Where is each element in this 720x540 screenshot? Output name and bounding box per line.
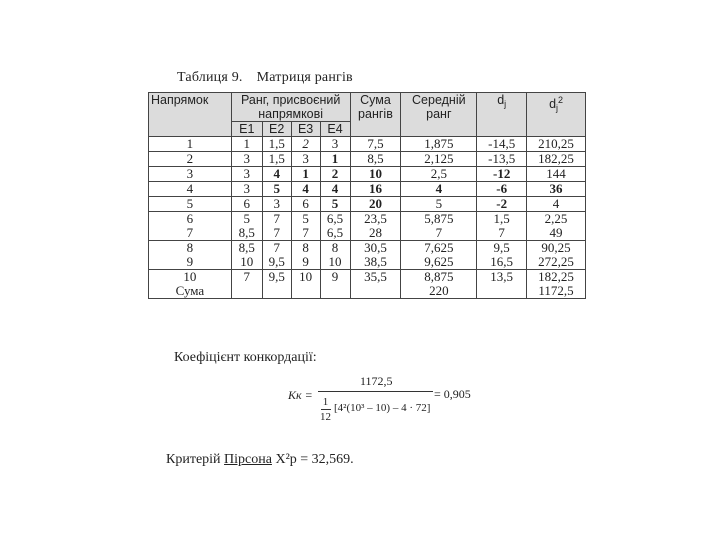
table-row bbox=[149, 255, 586, 270]
table-cell: 28 bbox=[350, 226, 401, 241]
concordance-label: Коефіцієнт конкордації: bbox=[174, 350, 317, 365]
table-cell: 7,625 bbox=[401, 241, 477, 256]
table-cell: 9 bbox=[149, 255, 232, 270]
table-cell: 9,5 bbox=[477, 241, 527, 256]
table-cell: -14,5 bbox=[477, 137, 527, 152]
table-row bbox=[149, 226, 586, 241]
table-cell: -2 bbox=[477, 197, 527, 212]
table-cell: 13,5 bbox=[477, 270, 527, 299]
table-cell: 3 bbox=[291, 152, 320, 167]
table-cell: 1,5 bbox=[262, 152, 291, 167]
table-cell: 1 bbox=[149, 137, 232, 152]
table-cell: 7 bbox=[149, 226, 232, 241]
table-cell: 272,25 bbox=[527, 255, 586, 270]
table-row bbox=[149, 167, 586, 182]
header-expert: E4 bbox=[320, 122, 350, 137]
table-cell: 6,5 bbox=[320, 212, 350, 227]
table-cell: 16 bbox=[350, 182, 401, 197]
total-avg: 220 bbox=[429, 283, 449, 298]
table-row bbox=[149, 197, 586, 212]
table-cell: 3 bbox=[231, 152, 262, 167]
table-cell: 5 bbox=[291, 212, 320, 227]
table-cell: 2 bbox=[149, 152, 232, 167]
table-cell: 7 bbox=[262, 226, 291, 241]
table-cell: 3 bbox=[231, 182, 262, 197]
table-cell: 8,5 bbox=[231, 226, 262, 241]
table-cell: 210,25 bbox=[527, 137, 586, 152]
table-cell: 9,5 bbox=[262, 255, 291, 270]
table-row bbox=[149, 212, 586, 227]
table-cell: 9 bbox=[320, 270, 350, 299]
formula-result: = 0,905 bbox=[434, 387, 471, 401]
header-expert: E3 bbox=[291, 122, 320, 137]
table-cell: 10 bbox=[320, 255, 350, 270]
table-cell: 144 bbox=[527, 167, 586, 182]
table-cell: 2,5 bbox=[401, 167, 477, 182]
table-cell: 10 bbox=[291, 270, 320, 299]
table-row-last bbox=[149, 270, 586, 299]
table-cell: 10 bbox=[231, 255, 262, 270]
table-cell: 2 bbox=[291, 137, 320, 152]
formula-denominator: [4²(10³ – 10) – 4 · 72] bbox=[334, 402, 431, 414]
header-avg: Середній ранг bbox=[401, 93, 477, 137]
table-cell: 9 bbox=[291, 255, 320, 270]
pearson-criterion: Критерій Пірсона Х²р = 32,569. bbox=[166, 452, 354, 467]
pearson-name: Пірсона bbox=[224, 452, 272, 467]
table-cell: 7 bbox=[401, 226, 477, 241]
table-cell: 5 bbox=[262, 182, 291, 197]
fraction-bar bbox=[318, 391, 433, 392]
total-d2: 1172,5 bbox=[538, 283, 574, 298]
table-cell: 1,875 bbox=[401, 137, 477, 152]
table-cell: 7 bbox=[231, 270, 262, 299]
table-cell: 5,875 bbox=[401, 212, 477, 227]
table-cell: 4 bbox=[262, 167, 291, 182]
table-cell: 8 bbox=[320, 241, 350, 256]
caption-label: Таблиця 9. bbox=[177, 70, 243, 85]
table-cell: 4 bbox=[291, 182, 320, 197]
table-cell: 30,5 bbox=[350, 241, 401, 256]
table-cell: 4 bbox=[149, 182, 232, 197]
table-cell: 3 bbox=[320, 137, 350, 152]
table-cell: 2,25 bbox=[527, 212, 586, 227]
table-cell: 7 bbox=[477, 226, 527, 241]
concordance-formula bbox=[288, 374, 488, 426]
table-cell: 7 bbox=[291, 226, 320, 241]
table-cell: 6 bbox=[231, 197, 262, 212]
formula-coefficient: 1 12 bbox=[320, 396, 331, 423]
pearson-value: Х²р = 32,569. bbox=[275, 452, 354, 467]
formula-lhs: Kк = bbox=[288, 388, 313, 402]
table-cell: 9,5 bbox=[262, 270, 291, 299]
table-row bbox=[149, 152, 586, 167]
header-expert: E2 bbox=[262, 122, 291, 137]
table-cell: 4 bbox=[401, 182, 477, 197]
rank-matrix-table bbox=[148, 92, 586, 299]
table-cell: 8 bbox=[291, 241, 320, 256]
header-rank: Ранг, присвоєний напрямкові bbox=[231, 93, 350, 122]
table-cell: 1,5 bbox=[262, 137, 291, 152]
table-cell: 38,5 bbox=[350, 255, 401, 270]
table-cell: 1 bbox=[320, 152, 350, 167]
table-cell: 36 bbox=[527, 182, 586, 197]
table-cell: 4 bbox=[320, 182, 350, 197]
table-cell: 5 bbox=[401, 197, 477, 212]
table-row bbox=[149, 182, 586, 197]
table-cell: 20 bbox=[350, 197, 401, 212]
table-cell: 7 bbox=[262, 241, 291, 256]
caption-title: Матриця рангів bbox=[256, 70, 353, 85]
table-cell: 5 bbox=[320, 197, 350, 212]
table-cell: 6,5 bbox=[320, 226, 350, 241]
formula-numerator: 1172,5 bbox=[360, 374, 393, 388]
table-cell: 3 bbox=[149, 167, 232, 182]
table-cell: 1 bbox=[231, 137, 262, 152]
table-cell: 182,25 1172,5 bbox=[527, 270, 586, 299]
table-cell: 35,5 bbox=[350, 270, 401, 299]
table-cell: 49 bbox=[527, 226, 586, 241]
table-cell: 182,25 bbox=[527, 152, 586, 167]
table-row bbox=[149, 137, 586, 152]
table-cell: 9,625 bbox=[401, 255, 477, 270]
table-cell: 1 bbox=[291, 167, 320, 182]
table-cell: 5 bbox=[231, 212, 262, 227]
table-row bbox=[149, 241, 586, 256]
table-cell: 7 bbox=[262, 212, 291, 227]
table-cell: 23,5 bbox=[350, 212, 401, 227]
table-cell: 3 bbox=[262, 197, 291, 212]
table-cell: 90,25 bbox=[527, 241, 586, 256]
table-cell: 5 bbox=[149, 197, 232, 212]
table-cell: 8 bbox=[149, 241, 232, 256]
table-cell: 1,5 bbox=[477, 212, 527, 227]
header-d: $d_j$ bbox=[477, 93, 527, 137]
table-cell: 10 Сума bbox=[149, 270, 232, 299]
header-sum: Сума рангів bbox=[350, 93, 401, 137]
table-cell: 10 bbox=[350, 167, 401, 182]
table-cell: -12 bbox=[477, 167, 527, 182]
table-cell: 8,5 bbox=[231, 241, 262, 256]
table-cell: 3 bbox=[231, 167, 262, 182]
header-direction: Напрямок bbox=[149, 93, 232, 137]
table-cell: 7,5 bbox=[350, 137, 401, 152]
table-cell: 2,125 bbox=[401, 152, 477, 167]
table-cell: 8,5 bbox=[350, 152, 401, 167]
table-cell: -6 bbox=[477, 182, 527, 197]
total-label: Сума bbox=[175, 283, 205, 298]
table-cell: 16,5 bbox=[477, 255, 527, 270]
table-cell: 6 bbox=[291, 197, 320, 212]
header-expert: E1 bbox=[231, 122, 262, 137]
table-cell: 2 bbox=[320, 167, 350, 182]
table-caption bbox=[177, 70, 353, 86]
table-cell: 4 bbox=[527, 197, 586, 212]
header-d-squared: $d_j^2$ bbox=[527, 93, 586, 137]
table-cell: 6 bbox=[149, 212, 232, 227]
table-cell: -13,5 bbox=[477, 152, 527, 167]
table-cell: 8,875 220 bbox=[401, 270, 477, 299]
